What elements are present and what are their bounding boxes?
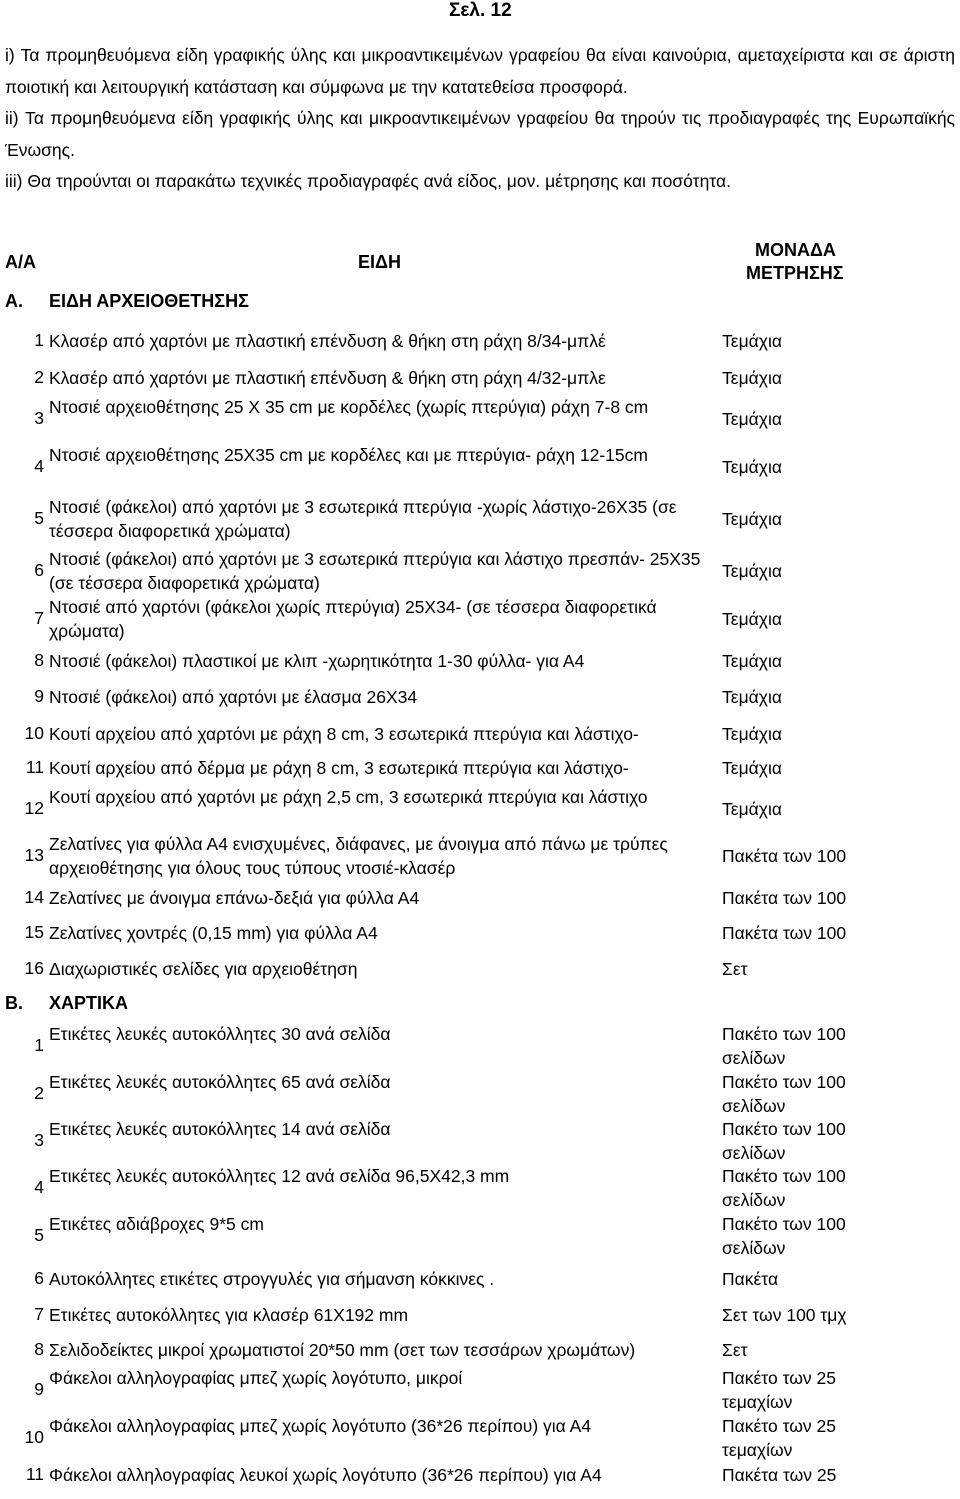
paper-item-row bbox=[0, 1117, 960, 1165]
row-unit: Πακέτα των 100 bbox=[722, 923, 847, 943]
row-description: Ετικέτες λευκές αυτοκόλλητες 14 ανά σελίδα bbox=[49, 1119, 391, 1139]
row-description: Ντοσιέ (φάκελοι) πλαστικοί με κλιπ -χωρητικότητα 1-30 φύλλα- για Α4 bbox=[49, 651, 585, 671]
archive-item-row bbox=[0, 443, 960, 491]
row-description: Ντοσιέ από χαρτόνι (φάκελοι χωρίς πτερύγια) 25Χ34- (σε τέσσερα διαφορετικά χρώματα) bbox=[49, 597, 657, 641]
row-number: 12 bbox=[24, 798, 44, 818]
row-number: 8 bbox=[34, 650, 44, 670]
row-number: 14 bbox=[24, 887, 44, 907]
row-unit: Τεμάχια bbox=[722, 509, 782, 529]
archive-item-row bbox=[0, 885, 960, 911]
section-a-title: ΕΙΔΗ ΑΡΧΕΙΟΘΕΤΗΣΗΣ bbox=[49, 291, 249, 311]
archive-item-row bbox=[0, 365, 960, 391]
row-unit: Τεμάχια bbox=[722, 799, 782, 819]
row-unit: Τεμάχια bbox=[722, 724, 782, 744]
paper-item-row bbox=[0, 1164, 960, 1212]
row-description: Ετικέτες λευκές αυτοκόλλητες 65 ανά σελίδα bbox=[49, 1072, 391, 1092]
archive-item-row bbox=[0, 547, 960, 595]
row-unit: Πακέτο των 100 σελίδων bbox=[722, 1166, 846, 1210]
archive-item-row bbox=[0, 648, 960, 674]
row-description: Ντοσιέ (φάκελοι) από χαρτόνι με 3 εσωτερικά πτερύγια και λάστιχο πρεσπάν- 25Χ35 (σε τέσσερα διαφορετικά χρώματα) bbox=[49, 549, 701, 593]
archive-item-row bbox=[0, 328, 960, 354]
row-number: 11 bbox=[25, 757, 44, 777]
row-unit: Τεμάχια bbox=[722, 457, 782, 477]
header-items: ΕΙΔΗ bbox=[358, 252, 401, 272]
paper-item-row bbox=[0, 1212, 960, 1260]
row-number: 8 bbox=[34, 1339, 44, 1359]
row-number: 3 bbox=[34, 1130, 44, 1150]
row-description: Ετικέτες αδιάβροχες 9*5 cm bbox=[49, 1214, 264, 1234]
row-description: Διαχωριστικές σελίδες για αρχειοθέτηση bbox=[49, 959, 358, 979]
row-description: Ντοσιέ αρχειοθέτησης 25 Χ 35 cm με κορδέλες (χωρίς πτερύγια) ράχη 7-8 cm bbox=[49, 397, 649, 417]
archive-item-row bbox=[0, 755, 960, 781]
row-number: 13 bbox=[24, 845, 44, 865]
row-number: 10 bbox=[24, 723, 44, 743]
row-number: 10 bbox=[24, 1427, 44, 1447]
intro-text bbox=[5, 40, 955, 198]
row-number: 6 bbox=[34, 1268, 44, 1288]
row-description: Αυτοκόλλητες ετικέτες στρογγυλές για σήμανση κόκκινες . bbox=[49, 1269, 495, 1289]
archive-item-row bbox=[0, 684, 960, 710]
row-number: 5 bbox=[34, 1225, 44, 1245]
header-unit-line2: ΜΕΤΡΗΣΗΣ bbox=[746, 263, 844, 283]
row-unit: Πακέτα bbox=[722, 1269, 779, 1289]
intro-paragraph-3: iii) Θα τηρούνται οι παρακάτω τεχνικές προδιαγραφές ανά είδος, μον. μέτρησης και ποσότητα. bbox=[5, 171, 731, 191]
row-description: Κλασέρ από χαρτόνι με πλαστική επένδυση & θήκη στη ράχη 4/32-μπλε bbox=[49, 368, 606, 388]
section-a-letter: Α. bbox=[5, 291, 23, 311]
row-description: Κουτί αρχείου από χαρτόνι με ράχη 2,5 cm, 3 εσωτερικά πτερύγια και λάστιχο bbox=[49, 787, 648, 807]
page-number: Σελ. 12 bbox=[449, 0, 512, 21]
archive-item-row bbox=[0, 595, 960, 643]
row-description: Ζελατίνες χοντρές (0,15 mm) για φύλλα Α4 bbox=[49, 923, 378, 943]
row-unit: Πακέτα των 100 bbox=[722, 888, 847, 908]
row-description: Ετικέτες λευκές αυτοκόλλητες 30 ανά σελίδα bbox=[49, 1024, 391, 1044]
row-number: 9 bbox=[34, 1379, 44, 1399]
archive-item-row bbox=[0, 395, 960, 443]
row-number: 16 bbox=[24, 958, 44, 978]
paper-item-row bbox=[0, 1414, 960, 1462]
row-unit: Πακέτο των 100 σελίδων bbox=[722, 1214, 846, 1258]
row-number: 7 bbox=[34, 1304, 44, 1324]
paper-item-row bbox=[0, 1266, 960, 1292]
row-number: 1 bbox=[34, 330, 44, 350]
intro-paragraph-1: i) Τα προμηθευόμενα είδη γραφικής ύλης και μικροαντικειμένων γραφείου θα είναι καινούρια, αμεταχείριστα και σε άριστη ποιοτική και λειτουργική κατάσταση και σύμφωνα με την κατατεθείσα προσφορά. bbox=[5, 45, 955, 97]
row-description: Κουτί αρχείου από χαρτόνι με ράχη 8 cm, 3 εσωτερικά πτερύγια και λάστιχο- bbox=[49, 724, 639, 744]
archive-item-row bbox=[0, 832, 960, 880]
row-description: Φάκελοι αλληλογραφίας λευκοί χωρίς λογότυπο (36*26 περίπου) για Α4 bbox=[49, 1465, 602, 1485]
row-unit: Τεμάχια bbox=[722, 609, 782, 629]
row-number: 11 bbox=[25, 1464, 44, 1484]
row-description: Ντοσιέ (φάκελοι) από χαρτόνι με 3 εσωτερικά πτερύγια -χωρίς λάστιχο-26Χ35 (σε τέσσερα διαφορετικά χρώματα) bbox=[49, 497, 677, 541]
row-number: 4 bbox=[34, 456, 44, 476]
paper-item-row bbox=[0, 1302, 960, 1328]
paper-item-row bbox=[0, 1337, 960, 1363]
row-description: Ντοσιέ αρχειοθέτησης 25Χ35 cm με κορδέλες και με πτερύγια- ράχη 12-15cm bbox=[49, 445, 648, 465]
row-description: Ντοσιέ (φάκελοι) από χαρτόνι με έλασμα 26Χ34 bbox=[49, 687, 418, 707]
row-unit: Τεμάχια bbox=[722, 409, 782, 429]
row-description: Κουτί αρχείου από δέρμα με ράχη 8 cm, 3 εσωτερικά πτερύγια και λάστιχο- bbox=[49, 758, 629, 778]
row-unit: Τεμάχια bbox=[722, 651, 782, 671]
header-aa: Α/Α bbox=[5, 252, 36, 272]
paper-item-row bbox=[0, 1366, 960, 1414]
row-unit: Σετ των 100 τμχ bbox=[722, 1305, 847, 1325]
row-unit: Πακέτο των 25 τεμαχίων bbox=[722, 1368, 836, 1412]
row-number: 5 bbox=[34, 508, 44, 528]
row-number: 3 bbox=[34, 408, 44, 428]
row-number: 2 bbox=[34, 1083, 44, 1103]
row-unit: Πακέτα των 100 bbox=[722, 846, 847, 866]
row-number: 6 bbox=[34, 560, 44, 580]
row-unit: Τεμάχια bbox=[722, 687, 782, 707]
intro-paragraph-2: ii) Τα προμηθευόμενα είδη γραφικής ύλης και μικροαντικειμένων γραφείου θα τηρούν τις προδιαγραφές της Ευρωπαϊκής Ένωσης. bbox=[5, 108, 955, 160]
row-unit: Σετ bbox=[722, 1340, 748, 1360]
section-b-title: ΧΑΡΤΙΚΑ bbox=[49, 993, 129, 1013]
row-description: Φάκελοι αλληλογραφίας μπεζ χωρίς λογότυπο (36*26 περίπου) για Α4 bbox=[49, 1416, 592, 1436]
row-description: Σελιδοδείκτες μικροί χρωματιστοί 20*50 mm (σετ των τεσσάρων χρωμάτων) bbox=[49, 1340, 636, 1360]
row-description: Ζελατίνες με άνοιγμα επάνω-δεξιά για φύλλα Α4 bbox=[49, 888, 420, 908]
archive-item-row bbox=[0, 920, 960, 946]
paper-item-row bbox=[0, 1462, 960, 1488]
section-b-letter: Β. bbox=[5, 993, 23, 1013]
row-unit: Πακέτο των 25 τεμαχίων bbox=[722, 1416, 836, 1460]
row-unit: Πακέτο των 100 σελίδων bbox=[722, 1119, 846, 1163]
archive-item-row bbox=[0, 956, 960, 982]
row-unit: Τεμάχια bbox=[722, 561, 782, 581]
row-unit: Τεμάχια bbox=[722, 331, 782, 351]
row-description: Κλασέρ από χαρτόνι με πλαστική επένδυση & θήκη στη ράχη 8/34-μπλέ bbox=[49, 331, 606, 351]
row-unit: Πακέτο των 100 σελίδων bbox=[722, 1024, 846, 1068]
row-description: Ετικέτες λευκές αυτοκόλλητες 12 ανά σελίδα 96,5Χ42,3 mm bbox=[49, 1166, 510, 1186]
row-unit: Σετ bbox=[722, 959, 748, 979]
row-description: Φάκελοι αλληλογραφίας μπεζ χωρίς λογότυπο, μικροί bbox=[49, 1368, 463, 1388]
row-number: 9 bbox=[34, 686, 44, 706]
archive-item-row bbox=[0, 785, 960, 833]
row-number: 2 bbox=[34, 367, 44, 387]
archive-item-row bbox=[0, 495, 960, 543]
row-number: 7 bbox=[34, 608, 44, 628]
row-description: Ετικέτες αυτοκόλλητες για κλασέρ 61Χ192 mm bbox=[49, 1305, 409, 1325]
row-unit: Πακέτο των 100 σελίδων bbox=[722, 1072, 846, 1116]
row-description: Ζελατίνες για φύλλα Α4 ενισχυμένες, διάφανες, με άνοιγμα από πάνω με τρύπες αρχειοθέτησης για όλους τους τύπους ντοσιέ-κλασέρ bbox=[49, 834, 668, 878]
row-unit: Πακέτα των 25 bbox=[722, 1465, 837, 1485]
paper-item-row bbox=[0, 1022, 960, 1070]
row-unit: Τεμάχια bbox=[722, 758, 782, 778]
header-unit-line1: ΜΟΝΑΔΑ bbox=[755, 240, 836, 260]
row-number: 4 bbox=[34, 1177, 44, 1197]
row-number: 15 bbox=[24, 922, 44, 942]
row-unit: Τεμάχια bbox=[722, 368, 782, 388]
paper-item-row bbox=[0, 1070, 960, 1118]
row-number: 1 bbox=[34, 1035, 44, 1055]
archive-item-row bbox=[0, 721, 960, 747]
